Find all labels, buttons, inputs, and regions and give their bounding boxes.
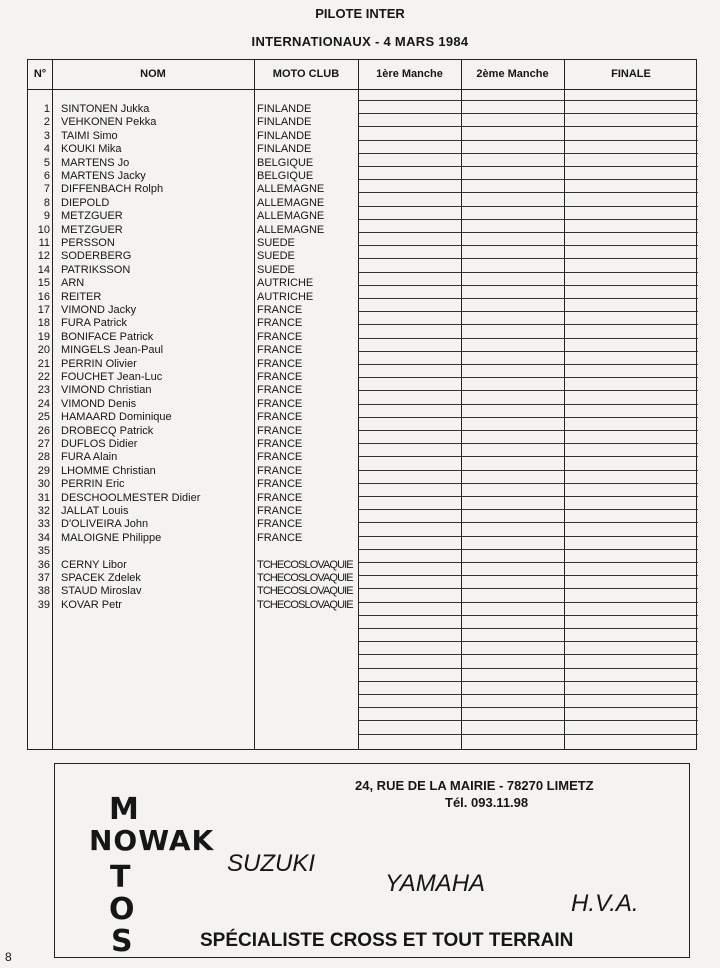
rider-club: FINLANDE xyxy=(257,143,312,156)
result-line xyxy=(358,522,698,523)
rider-club: FINLANDE xyxy=(257,116,312,129)
rider-number: 24 xyxy=(37,397,50,410)
result-line xyxy=(358,734,698,735)
rider-number: 11 xyxy=(38,237,50,249)
page-number: 8 xyxy=(5,950,12,964)
result-line xyxy=(358,456,698,457)
rider-number: 16 xyxy=(37,290,50,303)
rider-number: 39 xyxy=(37,598,50,611)
result-line xyxy=(358,443,698,444)
result-line xyxy=(358,694,698,695)
result-line xyxy=(358,588,698,589)
rider-name: ARN xyxy=(61,277,85,290)
rider-club: FRANCE xyxy=(257,424,303,437)
rider-club: AUTRICHE xyxy=(257,290,314,303)
column-divider xyxy=(254,60,255,749)
rider-club: ALLEMAGNE xyxy=(257,196,325,209)
rider-name: METZGUER xyxy=(61,210,123,223)
rider-club: FRANCE xyxy=(257,411,303,424)
results-table xyxy=(27,59,697,750)
rider-name: KOUKI Mika xyxy=(61,143,122,156)
result-line xyxy=(358,496,698,497)
rider-number: 4 xyxy=(43,143,50,156)
rider-number: 14 xyxy=(37,263,50,276)
rider-name: TAIMI Simo xyxy=(61,129,118,142)
result-line xyxy=(358,100,698,101)
rider-name: VEHKONEN Pekka xyxy=(61,116,157,129)
result-line xyxy=(358,206,698,207)
rider-number: 34 xyxy=(37,531,50,544)
rider-name: MARTENS Jacky xyxy=(61,170,146,182)
rider-name: VIMOND Jacky xyxy=(61,304,137,316)
logo-letter-s: S xyxy=(111,924,133,959)
rider-number: 23 xyxy=(37,384,50,397)
rider-club: BELGIQUE xyxy=(257,156,314,169)
rider-club: SUEDE xyxy=(257,237,295,249)
rider-club: AUTRICHE xyxy=(257,277,314,290)
rider-name: DIEPOLD xyxy=(61,196,110,209)
logo-word: NOWAK xyxy=(89,824,215,857)
result-line xyxy=(358,404,698,405)
result-line xyxy=(358,602,698,603)
header-divider xyxy=(28,89,696,90)
rider-name: SINTONEN Jukka xyxy=(61,103,150,115)
rider-club: FRANCE xyxy=(257,397,303,410)
result-line xyxy=(358,390,698,391)
rider-number: 21 xyxy=(37,357,50,370)
result-line xyxy=(358,324,698,325)
rider-number: 29 xyxy=(37,464,50,477)
result-line xyxy=(358,615,698,616)
rider-name: STAUD Miroslav xyxy=(61,585,142,598)
rider-number: 15 xyxy=(37,277,50,290)
result-line xyxy=(358,417,698,418)
rider-number: 36 xyxy=(37,558,50,571)
result-line xyxy=(358,364,698,365)
rider-number: 27 xyxy=(37,438,50,450)
logo-letter-t: T xyxy=(110,860,131,895)
rider-number: 5 xyxy=(43,156,50,169)
rider-number: 7 xyxy=(43,183,50,196)
ad-address: 24, RUE DE LA MAIRIE - 78270 LIMETZ xyxy=(355,778,594,793)
rider-name: DESCHOOLMESTER Didier xyxy=(61,491,201,504)
result-line xyxy=(358,575,698,576)
rider-club: TCHECOSLOVAQUIE xyxy=(257,598,353,611)
rider-number: 32 xyxy=(37,505,50,517)
col-header-finale: FINALE xyxy=(611,68,651,80)
rider-club: FRANCE xyxy=(257,330,303,343)
col-header-nom: NOM xyxy=(140,68,166,80)
rider-club: FINLANDE xyxy=(257,129,312,142)
rider-number: 1 xyxy=(43,103,50,115)
rider-name: LHOMME Christian xyxy=(61,464,156,477)
rider-number: 8 xyxy=(43,196,50,209)
rider-name: VIMOND Christian xyxy=(61,384,152,397)
result-line xyxy=(358,153,698,154)
result-line xyxy=(358,668,698,669)
rider-club: FRANCE xyxy=(257,304,303,316)
rider-name: MINGELS Jean-Paul xyxy=(61,344,164,357)
rider-name: SODERBERG xyxy=(61,250,132,263)
rider-club: FRANCE xyxy=(257,357,303,370)
rider-number: 28 xyxy=(37,451,50,464)
rider-club: FRANCE xyxy=(257,384,303,397)
rider-club: FRANCE xyxy=(257,464,303,477)
rider-name: CERNY Libor xyxy=(61,558,127,571)
rider-name: PERRIN Olivier xyxy=(61,357,137,370)
result-line xyxy=(358,562,698,563)
logo-letter-m: M xyxy=(109,792,139,827)
rider-number: 25 xyxy=(37,411,50,424)
col-header-manche2: 2ème Manche xyxy=(476,68,549,80)
ad-specialty: SPÉCIALISTE CROSS ET TOUT TERRAIN xyxy=(200,930,574,951)
rider-club: FRANCE xyxy=(257,438,303,450)
rider-number: 38 xyxy=(37,585,50,598)
result-line xyxy=(358,298,698,299)
rider-number: 6 xyxy=(43,170,50,182)
rider-club: ALLEMAGNE xyxy=(257,210,325,223)
rider-name: PERSSON xyxy=(61,237,115,249)
rider-number: 19 xyxy=(37,330,50,343)
rider-name: DUFLOS Didier xyxy=(61,438,138,450)
rider-club: FRANCE xyxy=(257,478,303,491)
result-line xyxy=(358,140,698,141)
result-line xyxy=(358,470,698,471)
result-line xyxy=(358,232,698,233)
rider-club: SUEDE xyxy=(257,250,295,263)
result-line xyxy=(358,338,698,339)
rider-club: BELGIQUE xyxy=(257,170,314,182)
rider-club: FRANCE xyxy=(257,491,303,504)
result-line xyxy=(358,509,698,510)
result-line xyxy=(358,166,698,167)
rider-number: 12 xyxy=(37,250,50,263)
result-line xyxy=(358,179,698,180)
result-line xyxy=(358,285,698,286)
result-line xyxy=(358,113,698,114)
rider-name: FURA Alain xyxy=(61,451,118,464)
rider-club: TCHECOSLOVAQUIE xyxy=(257,572,353,584)
rider-name: DROBECQ Patrick xyxy=(61,424,154,437)
column-divider xyxy=(52,60,53,749)
rider-club: TCHECOSLOVAQUIE xyxy=(257,585,353,598)
rider-name: METZGUER xyxy=(61,223,123,236)
rider-name: JALLAT Louis xyxy=(61,505,129,517)
rider-name: DIFFENBACH Rolph xyxy=(61,183,164,196)
rider-name: HAMAARD Dominique xyxy=(61,411,172,424)
rider-club: ALLEMAGNE xyxy=(257,183,325,196)
ad-phone: Tél. 093.11.98 xyxy=(445,795,529,810)
rider-club: FINLANDE xyxy=(257,103,312,115)
result-line xyxy=(358,430,698,431)
result-line xyxy=(358,272,698,273)
rider-name: REITER xyxy=(61,290,102,303)
col-header-num: N° xyxy=(33,68,47,80)
rider-number: 20 xyxy=(37,344,50,357)
result-line xyxy=(358,536,698,537)
result-line xyxy=(358,628,698,629)
brand-suzuki: SUZUKI xyxy=(227,850,316,877)
result-line xyxy=(358,681,698,682)
rider-name: BONIFACE Patrick xyxy=(61,330,154,343)
rider-name: MARTENS Jo xyxy=(61,156,130,169)
col-header-manche1: 1ère Manche xyxy=(376,68,443,80)
rider-number: 35 xyxy=(37,545,50,558)
rider-number: 17 xyxy=(37,304,50,316)
result-line xyxy=(358,720,698,721)
brand-yamaha: YAMAHA xyxy=(385,870,486,897)
rider-club: SUEDE xyxy=(257,263,295,276)
rider-name: PATRIKSSON xyxy=(61,263,131,276)
rider-number: 10 xyxy=(37,223,50,236)
page-header: PILOTE INTER xyxy=(315,6,405,21)
rider-number: 31 xyxy=(37,491,50,504)
result-line xyxy=(358,654,698,655)
rider-club: FRANCE xyxy=(257,518,303,531)
rider-club: FRANCE xyxy=(257,531,303,544)
rider-number: 9 xyxy=(43,210,50,223)
rider-number: 22 xyxy=(37,371,50,383)
rider-number: 33 xyxy=(37,518,50,531)
result-line xyxy=(358,192,698,193)
rider-number: 3 xyxy=(43,129,50,142)
result-line xyxy=(358,219,698,220)
rider-club: ALLEMAGNE xyxy=(257,223,325,236)
brand-hva: H.V.A. xyxy=(571,890,639,917)
rider-name: KOVAR Petr xyxy=(61,598,122,611)
rider-club: FRANCE xyxy=(257,505,303,517)
logo-letter-o: O xyxy=(109,892,135,927)
rider-name: D'OLIVEIRA John xyxy=(61,518,149,531)
rider-number: 30 xyxy=(37,478,50,491)
rider-name: MALOIGNE Philippe xyxy=(61,531,162,544)
rider-club: FRANCE xyxy=(257,317,303,330)
rider-club: TCHECOSLOVAQUIE xyxy=(257,558,353,571)
rider-number: 26 xyxy=(37,424,50,437)
rider-name: FOUCHET Jean-Luc xyxy=(61,371,163,383)
result-line xyxy=(358,351,698,352)
rider-name: PERRIN Eric xyxy=(61,478,125,491)
result-line xyxy=(358,377,698,378)
result-line xyxy=(358,707,698,708)
advertisement xyxy=(54,763,690,958)
rider-number: 18 xyxy=(37,317,50,330)
result-line xyxy=(358,126,698,127)
rider-club: FRANCE xyxy=(257,344,303,357)
rider-name: VIMOND Denis xyxy=(61,397,137,410)
result-line xyxy=(358,483,698,484)
result-line xyxy=(358,549,698,550)
page-subheader: INTERNATIONAUX - 4 MARS 1984 xyxy=(251,34,469,49)
col-header-club: MOTO CLUB xyxy=(272,68,340,80)
rider-club: FRANCE xyxy=(257,371,303,383)
rider-name: SPACEK Zdelek xyxy=(61,572,141,584)
rider-name: FURA Patrick xyxy=(61,317,128,330)
rider-number: 37 xyxy=(37,572,50,584)
result-line xyxy=(358,641,698,642)
rider-number: 2 xyxy=(43,116,50,129)
rider-club: FRANCE xyxy=(257,451,303,464)
result-line xyxy=(358,245,698,246)
result-line xyxy=(358,311,698,312)
result-line xyxy=(358,258,698,259)
